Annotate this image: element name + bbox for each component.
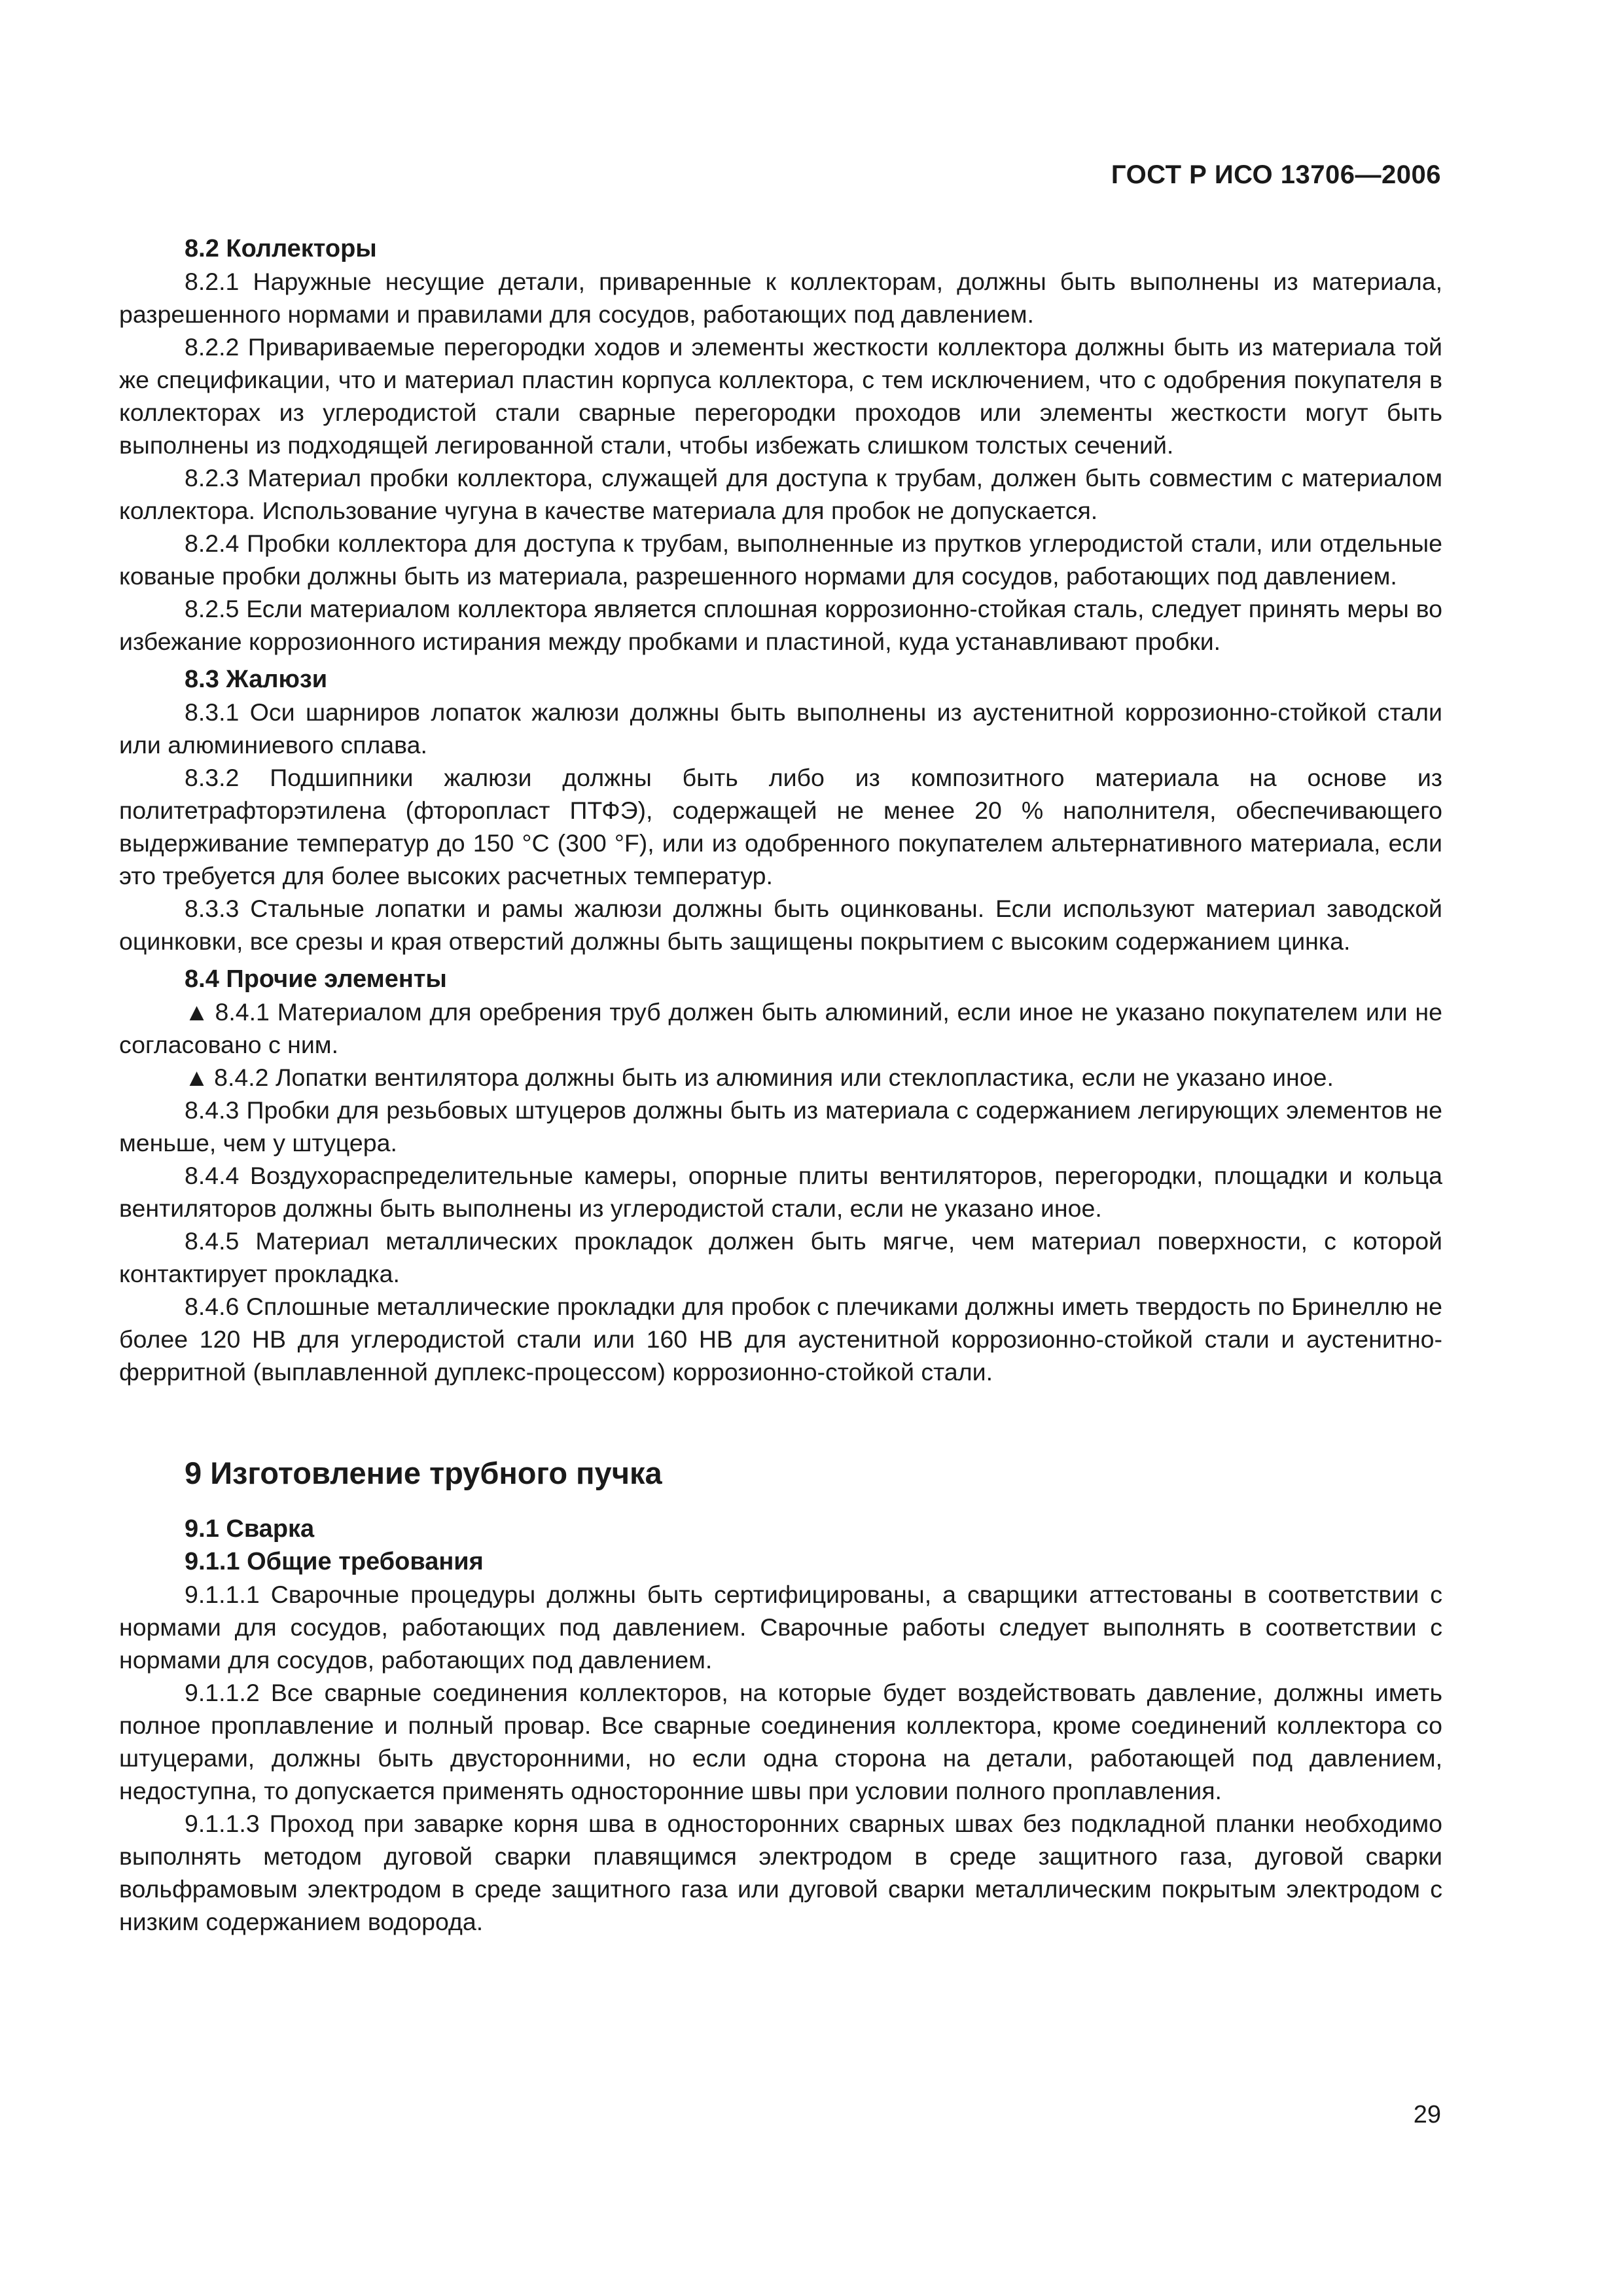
clause-paragraph	[119, 461, 1442, 527]
page-number: 29	[1413, 2101, 1441, 2128]
document-body	[119, 232, 1442, 1938]
clause-text: 8.2.4 Пробки коллектора для доступа к трубам, выполненные из прутков углеродистой стали, или отдельные кованые пробки должны быть из материала, разрешенного нормами для сосудов, работающих под давлением.	[119, 529, 1442, 590]
clause-text: 8.4.1 Материалом для оребрения труб должен быть алюминий, если иное не указано покупателем или не согласовано с ним.	[119, 998, 1442, 1058]
clause-paragraph	[119, 1094, 1442, 1159]
clause-paragraph	[119, 331, 1442, 461]
clause-paragraph	[119, 265, 1442, 331]
clause-text: 8.4.4 Воздухораспределительные камеры, опорные плиты вентиляторов, перегородки, площадки и кольца вентиляторов должны быть выполнены из углеродистой стали, если не указано иное.	[119, 1162, 1442, 1222]
clause-text: 8.4.5 Материал металлических прокладок должен быть мягче, чем материал поверхности, с которой контактирует прокладка.	[119, 1227, 1442, 1287]
clause-text: 8.3.1 Оси шарниров лопаток жалюзи должны быть выполнены из аустенитной коррозионно-стойкой стали или алюминиевого сплава.	[119, 698, 1442, 759]
clause-paragraph	[119, 996, 1442, 1061]
clause-paragraph	[119, 1061, 1442, 1094]
clause-paragraph	[119, 592, 1442, 658]
clause-text: 8.2.2 Привариваемые перегородки ходов и элементы жесткости коллектора должны быть из материала той же спецификации, что и материал пластин корпуса коллектора, с тем исключением, что с одобрения покупателя в коллекторах из углеродистой стали сварные перегородки проходов или элементы жесткости могут быть выполнены из подходящей легированной стали, чтобы избежать слишком толстых сечений.	[119, 333, 1442, 459]
clause-text: 8.2.3 Материал пробки коллектора, служащей для доступа к трубам, должен быть совместим с материалом коллектора. Использование чугуна в качестве материала для пробок не допускается.	[119, 464, 1442, 524]
chapter-title: 9 Изготовление трубного пучка	[185, 1456, 662, 1490]
clause-paragraph	[119, 1225, 1442, 1290]
clause-paragraph: 9.1.1.3 Проход при заварке корня шва в односторонних сварных швах без подкладной планки необходимо выполнять методом дуговой сварки плавящимся электродом в среде защитного газа, дуговой сварки вольфрамовым электродом в среде защитного газа или дуговой сварки металлическим покрытым электродом с низким содержанием водорода.	[119, 1810, 1442, 1935]
section-heading: 8.3 Жалюзи	[185, 666, 328, 693]
clause-text: 8.2.5 Если материалом коллектора является сплошная коррозионно-стойкая сталь, следует принять меры во избежание коррозионного истирания между пробками и пластиной, куда устанавливают пробки.	[119, 595, 1442, 655]
clause-text: 8.3.2 Подшипники жалюзи должны быть либо из композитного материала на основе из политетрафторэтилена (фторопласт ПТФЭ), содержащей не менее 20 % наполнителя, обеспечивающего выдерживание температур до 150 °С (300 °F), или из одобренного покупателем альтернативного материала, если это требуется для более высоких расчетных температур.	[119, 764, 1442, 889]
document-code: ГОСТ Р ИСО 13706—2006	[1111, 160, 1441, 189]
triangle-marker-icon: ▲	[185, 1064, 209, 1091]
section-heading: 8.4 Прочие элементы	[185, 965, 447, 993]
clause-paragraph	[119, 1159, 1442, 1225]
clause-text: 8.4.6 Сплошные металлические прокладки для пробок с плечиками должны иметь твердость по Бринеллю не более 120 НВ для углеродистой стали или 160 НВ для аустенитной коррозионно-стойкой стали и аустенитно-ферритной (выплавленной дуплекс-процессом) коррозионно-стойкой стали.	[119, 1293, 1442, 1386]
triangle-marker-icon: ▲	[185, 998, 210, 1026]
clause-paragraph	[119, 1290, 1442, 1388]
clause-paragraph: 9.1.1.1 Сварочные процедуры должны быть сертифицированы, а сварщики аттестованы в соответствии с нормами для сосудов, работающих под давлением. Сварочные работы следует выполнять в соответствии с нормами для сосудов, работающих под давлением.	[119, 1581, 1442, 1674]
clause-paragraph	[119, 892, 1442, 958]
clause-text: 8.4.2 Лопатки вентилятора должны быть из алюминия или стеклопластика, если не указано иное.	[214, 1064, 1334, 1091]
clause-text: 8.3.3 Стальные лопатки и рамы жалюзи должны быть оцинкованы. Если используют материал заводской оцинковки, все срезы и края отверстий должны быть защищены покрытием с высоким содержанием цинка.	[119, 895, 1442, 955]
clause-paragraph	[119, 527, 1442, 592]
clause-paragraph	[119, 761, 1442, 892]
section-heading: 9.1 Сварка	[185, 1515, 315, 1543]
section-heading: 8.2 Коллекторы	[185, 235, 377, 262]
clause-paragraph	[119, 696, 1442, 761]
clause-text: 8.2.1 Наружные несущие детали, приваренные к коллекторам, должны быть выполнены из материала, разрешенного нормами и правилами для сосудов, работающих под давлением.	[119, 268, 1442, 328]
subsection-heading: 9.1.1 Общие требования	[185, 1548, 484, 1575]
clause-text: 8.4.3 Пробки для резьбовых штуцеров должны быть из материала с содержанием легирующих элементов не меньше, чем у штуцера.	[119, 1096, 1442, 1157]
clause-paragraph: 9.1.1.2 Все сварные соединения коллекторов, на которые будет воздействовать давление, должны иметь полное проплавление и полный провар. Все сварные соединения коллектора, кроме соединений коллектора со штуцерами, должны быть двусторонними, но если одна сторона на детали, работающей под давлением, недоступна, то допускается применять односторонние швы при условии полного проплавления.	[119, 1679, 1442, 1804]
